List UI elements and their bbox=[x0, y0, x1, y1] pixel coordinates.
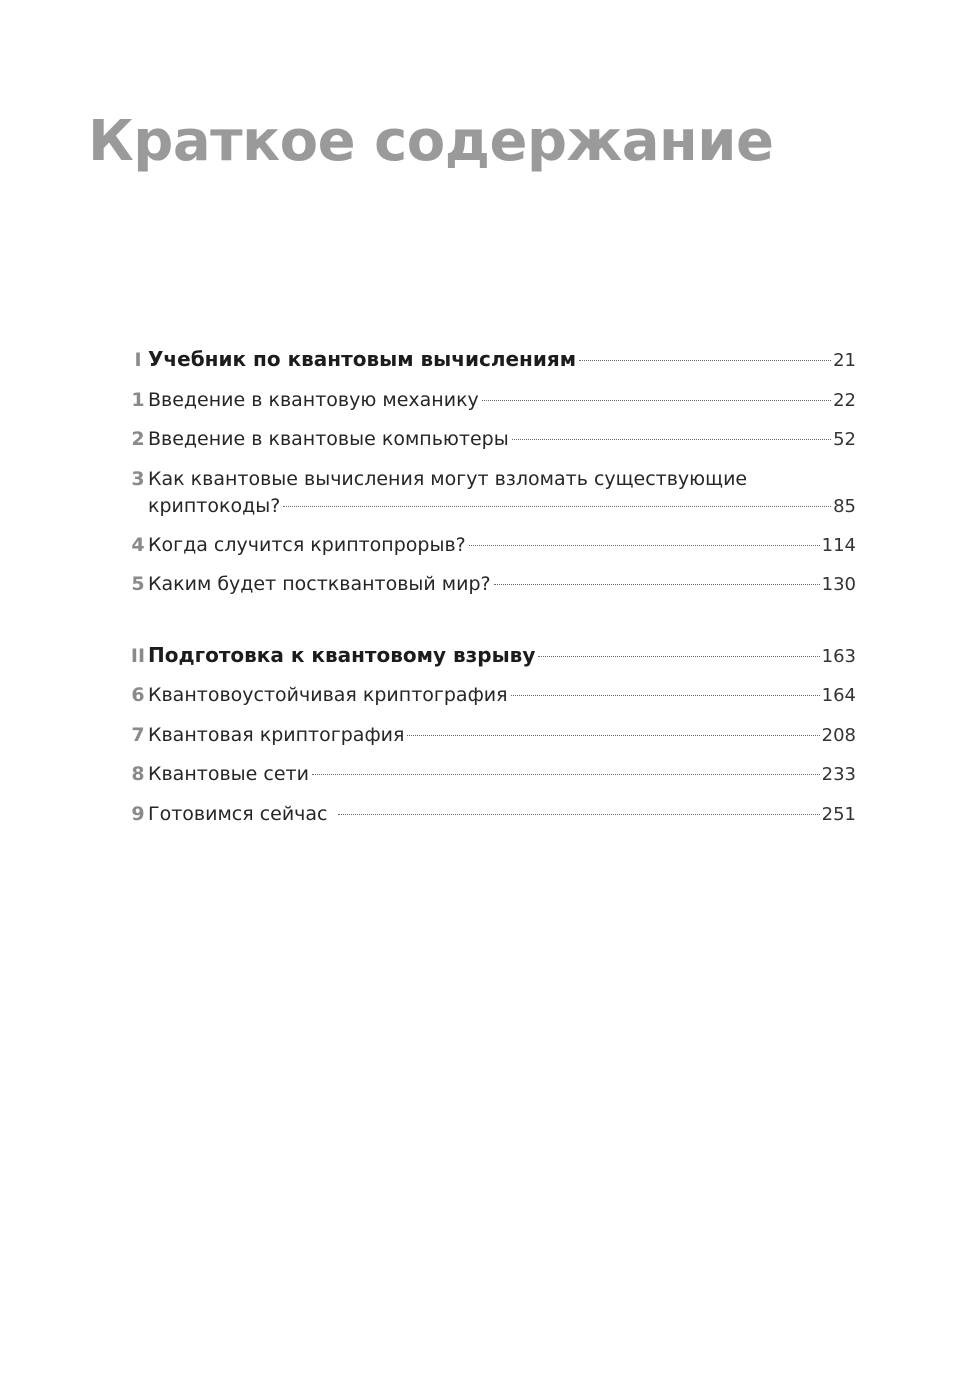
page-number: 85 bbox=[833, 495, 856, 517]
chapter-title: Готовимся сейчас bbox=[148, 802, 328, 825]
page-number: 251 bbox=[821, 803, 856, 825]
toc-part-1 bbox=[110, 340, 856, 605]
chapter-number: 5 bbox=[131, 573, 145, 595]
page-number: 130 bbox=[821, 574, 856, 595]
toc-chapter-7[interactable] bbox=[110, 716, 856, 756]
chapter-number: 1 bbox=[131, 388, 145, 411]
dot-leader bbox=[538, 656, 819, 657]
dot-leader bbox=[469, 545, 820, 546]
page-number: 164 bbox=[821, 685, 856, 706]
dot-leader bbox=[407, 735, 819, 736]
toc-chapter-6[interactable] bbox=[110, 676, 856, 716]
page-number: 21 bbox=[833, 350, 856, 371]
chapter-title: Введение в квантовые компьютеры bbox=[148, 428, 509, 450]
chapter-number: 8 bbox=[131, 763, 145, 785]
part-title: Учебник по квантовым вычислениям bbox=[148, 347, 577, 371]
part-title: Подготовка к квантовому взрыву bbox=[148, 642, 536, 667]
chapter-title: Квантовоустойчивая криптография bbox=[148, 684, 508, 706]
toc-chapter-5[interactable] bbox=[110, 565, 856, 605]
page-number: 208 bbox=[821, 724, 856, 746]
dot-leader bbox=[579, 360, 831, 361]
toc-part-2 bbox=[110, 636, 856, 835]
page-title: Краткое содержание bbox=[88, 109, 774, 174]
chapter-title-line-1: Как квантовые вычисления могут взломать существующие bbox=[148, 467, 748, 490]
dot-leader bbox=[283, 506, 831, 507]
toc-part-heading[interactable] bbox=[110, 636, 856, 677]
dot-leader bbox=[482, 400, 831, 401]
table-of-contents bbox=[110, 340, 856, 834]
chapter-title: Введение в квантовую механику bbox=[148, 388, 479, 411]
page-number: 52 bbox=[833, 429, 856, 450]
dot-leader bbox=[338, 814, 820, 815]
chapter-title: Квантовые сети bbox=[148, 763, 309, 785]
chapter-number: 3 bbox=[131, 467, 145, 490]
chapter-title: Каким будет постквантовый мир? bbox=[148, 573, 491, 595]
toc-chapter-1[interactable] bbox=[110, 381, 856, 421]
chapter-number: 4 bbox=[131, 533, 145, 556]
part-number: II bbox=[130, 644, 146, 667]
chapter-number: 2 bbox=[131, 428, 145, 450]
toc-chapter-8[interactable] bbox=[110, 755, 856, 795]
toc-part-heading[interactable] bbox=[110, 340, 856, 381]
chapter-title: Квантовая криптография bbox=[148, 723, 405, 746]
part-number: I bbox=[134, 349, 142, 371]
dot-leader bbox=[511, 695, 820, 696]
chapter-number: 9 bbox=[131, 802, 145, 825]
page-number: 233 bbox=[821, 764, 856, 785]
page-number: 22 bbox=[833, 389, 856, 411]
page-number: 114 bbox=[821, 534, 856, 556]
page-number: 163 bbox=[821, 645, 856, 667]
chapter-title: Когда случится криптопрорыв? bbox=[148, 533, 466, 556]
toc-chapter-2[interactable] bbox=[110, 420, 856, 460]
dot-leader bbox=[494, 584, 820, 585]
dot-leader bbox=[512, 439, 831, 440]
chapter-number: 6 bbox=[131, 684, 145, 706]
toc-chapter-4[interactable] bbox=[110, 526, 856, 566]
toc-chapter-3[interactable] bbox=[110, 460, 856, 526]
chapter-number: 7 bbox=[131, 723, 145, 746]
chapter-title-line-2: криптокоды? bbox=[148, 494, 281, 517]
dot-leader bbox=[312, 774, 820, 775]
toc-chapter-9[interactable] bbox=[110, 795, 856, 835]
